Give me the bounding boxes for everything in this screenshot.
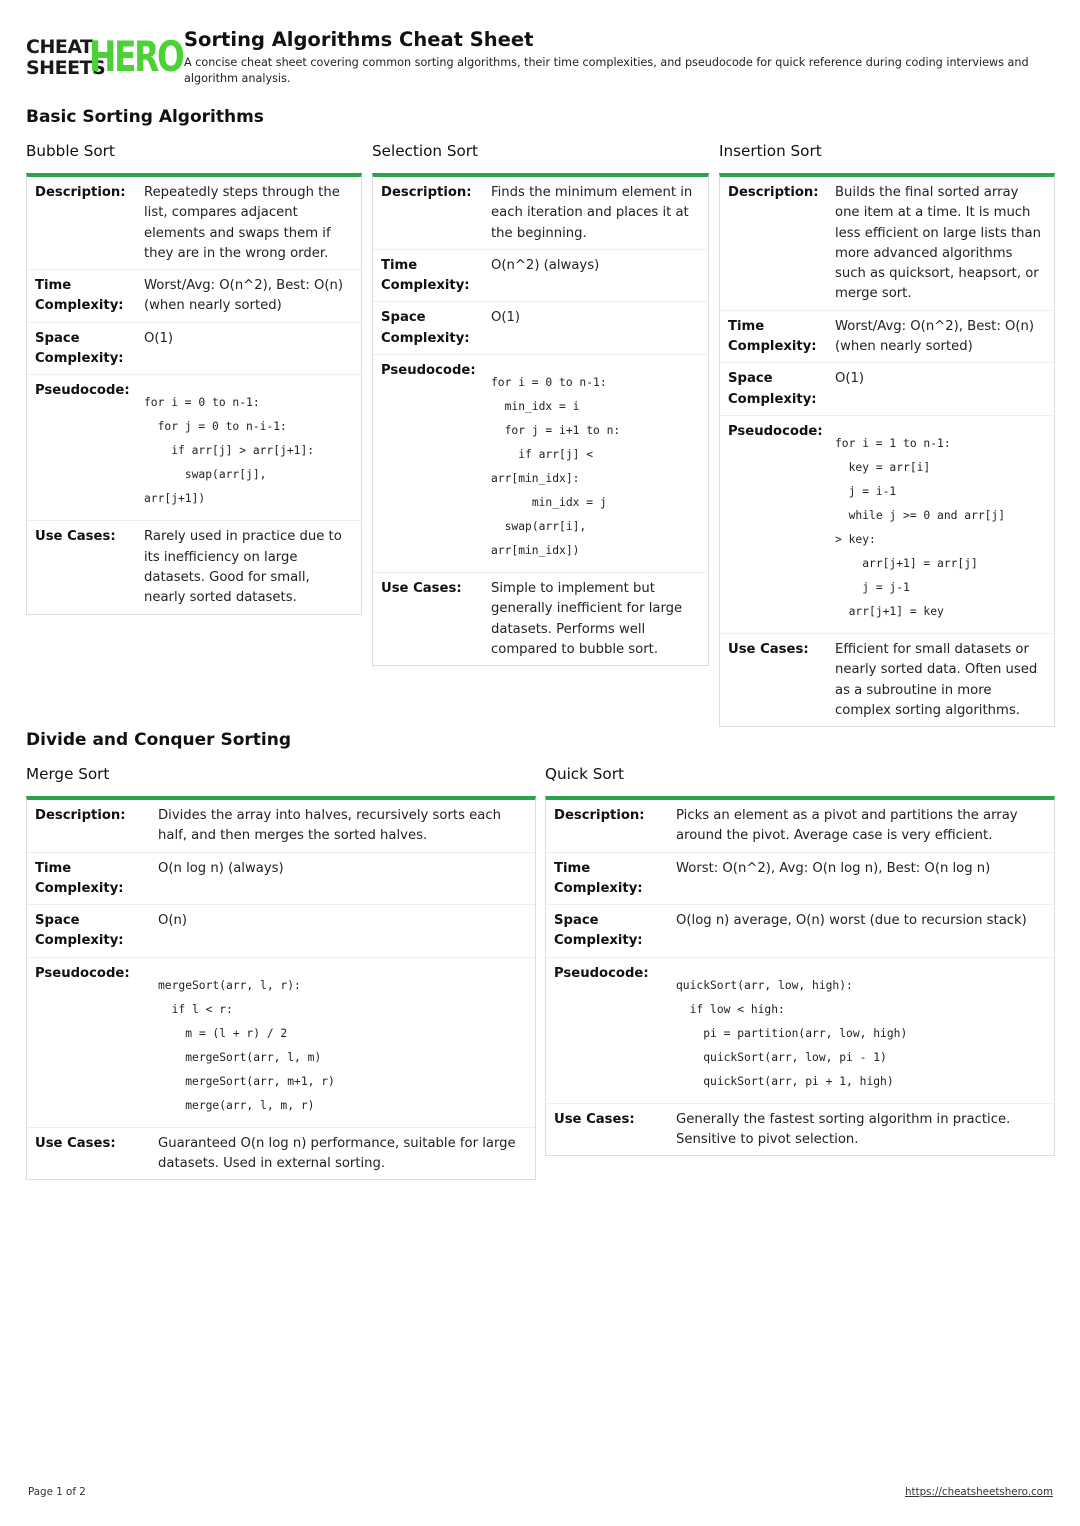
code-line: for i = 0 to n-1: xyxy=(144,396,260,410)
card-table xyxy=(719,173,1055,727)
value-space-complexity: O(log n) average, O(n) worst (due to recursion stack) xyxy=(676,913,1027,929)
value-description: Picks an element as a pivot and partitions the array around the pivot. Average case is very efficient. xyxy=(676,808,1018,844)
label-use-cases: Use Cases: xyxy=(554,1111,635,1127)
row-time-complexity xyxy=(27,270,361,323)
code-line: if arr[j] > arr[j+1]: xyxy=(144,444,315,458)
label-time-complexity: Time Complexity: xyxy=(728,318,817,355)
code-line: for j = i+1 to n: xyxy=(491,424,621,438)
row-pseudocode xyxy=(546,958,1054,1104)
value-description: Repeatedly steps through the list, compares adjacent elements and swaps them if they are in the wrong order. xyxy=(144,185,340,261)
label-space-complexity: Space Complexity: xyxy=(554,913,643,949)
code-line: if low < high: xyxy=(676,1002,785,1016)
value-time-complexity: O(n log n) (always) xyxy=(158,860,284,876)
code-block xyxy=(158,964,343,1122)
row-pseudocode xyxy=(27,958,535,1128)
value-use-cases: Rarely used in practice due to its inefficiency on large datasets. Good for small, nearly sorted datasets. xyxy=(144,529,342,606)
code-line: quickSort(arr, pi + 1, high) xyxy=(676,1074,894,1088)
label-time-complexity: Time Complexity: xyxy=(381,257,470,294)
row-use-cases xyxy=(27,521,361,613)
code-line: while j >= 0 and arr[j] xyxy=(835,508,1006,522)
label-description: Description: xyxy=(554,808,645,823)
value-use-cases: Generally the fastest sorting algorithm in practice. Sensitive to pivot selection. xyxy=(676,1111,1011,1148)
row-space-complexity xyxy=(720,363,1054,416)
code-line: mergeSort(arr, l, m) xyxy=(158,1050,322,1064)
row-use-cases xyxy=(720,634,1054,726)
footer-link[interactable]: https://cheatsheetshero.com xyxy=(905,1486,1053,1498)
row-use-cases xyxy=(27,1128,535,1180)
code-line: pi = partition(arr, low, high) xyxy=(676,1026,908,1040)
card-title: Selection Sort xyxy=(372,142,478,160)
value-space-complexity: O(n) xyxy=(158,913,188,929)
row-use-cases xyxy=(546,1104,1054,1156)
code-line: if l < r: xyxy=(158,1002,233,1016)
code-line: for i = 0 to n-1: xyxy=(491,376,607,390)
row-time-complexity xyxy=(27,853,535,906)
label-pseudocode: Pseudocode: xyxy=(554,965,649,981)
code-line: quickSort(arr, low, high): xyxy=(676,978,853,992)
page-subtitle: A concise cheat sheet covering common sorting algorithms, their time complexities, and pseudocode for quick reference during coding interviews and algorithm analysis. xyxy=(184,56,1029,85)
label-space-complexity: Space Complexity: xyxy=(35,913,124,949)
row-description xyxy=(27,800,535,853)
label-space-complexity: Space Complexity: xyxy=(728,371,817,407)
row-description xyxy=(546,800,1054,853)
value-time-complexity: O(n^2) (always) xyxy=(491,257,600,273)
card-title: Bubble Sort xyxy=(26,142,115,160)
row-space-complexity xyxy=(546,905,1054,958)
code-line: merge(arr, l, m, r) xyxy=(158,1098,315,1112)
code-line: swap(arr[j], xyxy=(144,468,267,482)
logo-text-hero: HERO xyxy=(89,32,183,81)
code-block xyxy=(676,964,915,1098)
label-use-cases: Use Cases: xyxy=(728,641,809,657)
code-line: m = (l + r) / 2 xyxy=(158,1026,288,1040)
value-use-cases: Guaranteed O(n log n) performance, suitable for large datasets. Used in external sorting. xyxy=(158,1135,516,1172)
row-description xyxy=(27,177,361,270)
label-pseudocode: Pseudocode: xyxy=(35,383,130,399)
logo-text-sheets: SHEETS xyxy=(26,57,106,79)
label-use-cases: Use Cases: xyxy=(35,1135,116,1151)
row-pseudocode xyxy=(373,355,708,573)
code-line: > key: xyxy=(835,532,876,546)
value-time-complexity: Worst/Avg: O(n^2), Best: O(n) (when nearly sorted) xyxy=(144,278,344,314)
code-line: for j = 0 to n-i-1: xyxy=(144,420,287,434)
value-time-complexity: Worst/Avg: O(n^2), Best: O(n) (when nearly sorted) xyxy=(835,318,1035,355)
row-pseudocode xyxy=(27,375,361,521)
row-space-complexity xyxy=(27,905,535,958)
logo-text-cheat: CHEAT xyxy=(26,36,93,58)
value-use-cases: Simple to implement but generally inefficient for large datasets. Performs well compared to bubble sort. xyxy=(491,581,683,657)
value-time-complexity: Worst: O(n^2), Avg: O(n log n), Best: O(n log n) xyxy=(676,860,991,876)
row-description xyxy=(720,177,1054,311)
label-use-cases: Use Cases: xyxy=(35,529,116,545)
code-line: for i = 1 to n-1: xyxy=(835,436,951,450)
card-table xyxy=(372,173,709,666)
section-heading-divide-conquer: Divide and Conquer Sorting xyxy=(26,730,292,750)
cheatsheetshero-logo[interactable] xyxy=(26,32,183,81)
page-number: Page 1 of 2 xyxy=(28,1486,86,1498)
card-table xyxy=(26,796,536,1180)
label-time-complexity: Time Complexity: xyxy=(554,860,643,896)
label-description: Description: xyxy=(35,808,126,823)
row-space-complexity xyxy=(27,323,361,376)
code-block xyxy=(491,361,628,567)
label-description: Description: xyxy=(728,185,819,200)
label-space-complexity: Space Complexity: xyxy=(35,330,124,367)
code-line: arr[min_idx]) xyxy=(491,544,580,558)
card-table xyxy=(26,173,362,615)
card-table xyxy=(545,796,1055,1156)
code-line: arr[j+1] = key xyxy=(835,604,944,618)
label-description: Description: xyxy=(35,185,126,200)
label-pseudocode: Pseudocode: xyxy=(728,423,823,439)
code-line: mergeSort(arr, m+1, r) xyxy=(158,1074,335,1088)
label-pseudocode: Pseudocode: xyxy=(381,363,476,379)
label-time-complexity: Time Complexity: xyxy=(35,278,124,314)
value-space-complexity: O(1) xyxy=(491,310,521,326)
page-title: Sorting Algorithms Cheat Sheet xyxy=(184,28,534,51)
card-title: Merge Sort xyxy=(26,765,110,783)
value-use-cases: Efficient for small datasets or nearly sorted data. Often used as a subroutine in more complex sorting algorithms. xyxy=(835,641,1038,718)
code-block xyxy=(144,381,322,515)
code-line: swap(arr[i], xyxy=(491,520,587,534)
section-heading-basic: Basic Sorting Algorithms xyxy=(26,107,264,127)
row-time-complexity xyxy=(373,250,708,303)
card-title: Quick Sort xyxy=(545,765,624,783)
code-line: min_idx = j xyxy=(491,496,607,510)
value-description: Divides the array into halves, recursively sorts each half, and then merges the sorted halves. xyxy=(158,808,501,844)
page-header xyxy=(26,28,1056,88)
row-pseudocode xyxy=(720,416,1054,634)
code-line: key = arr[i] xyxy=(835,460,931,474)
row-use-cases xyxy=(373,573,708,665)
code-line: j = j-1 xyxy=(835,580,910,594)
code-block xyxy=(835,422,1013,628)
row-space-complexity xyxy=(373,302,708,355)
label-pseudocode: Pseudocode: xyxy=(35,965,130,981)
value-space-complexity: O(1) xyxy=(144,330,174,346)
label-space-complexity: Space Complexity: xyxy=(381,310,470,346)
value-description: Builds the final sorted array one item at a time. It is much less efficient on large lists than more advanced algorithms such as quicksort, heapsort, or merge sort. xyxy=(835,185,1041,302)
label-time-complexity: Time Complexity: xyxy=(35,860,124,896)
value-description: Finds the minimum element in each iteration and places it at the beginning. xyxy=(491,185,693,241)
code-line: j = i-1 xyxy=(835,484,897,498)
value-space-complexity: O(1) xyxy=(835,371,865,387)
code-line: arr[j+1]) xyxy=(144,492,206,506)
row-time-complexity xyxy=(546,853,1054,906)
code-line: arr[min_idx]: xyxy=(491,472,580,486)
row-description xyxy=(373,177,708,250)
label-description: Description: xyxy=(381,185,472,200)
code-line: arr[j+1] = arr[j] xyxy=(835,556,978,570)
code-line: min_idx = i xyxy=(491,400,580,414)
code-line: mergeSort(arr, l, r): xyxy=(158,978,301,992)
code-line: quickSort(arr, low, pi - 1) xyxy=(676,1050,887,1064)
card-title: Insertion Sort xyxy=(719,142,822,160)
code-line: if arr[j] < xyxy=(491,448,594,462)
label-use-cases: Use Cases: xyxy=(381,581,462,597)
row-time-complexity xyxy=(720,311,1054,364)
